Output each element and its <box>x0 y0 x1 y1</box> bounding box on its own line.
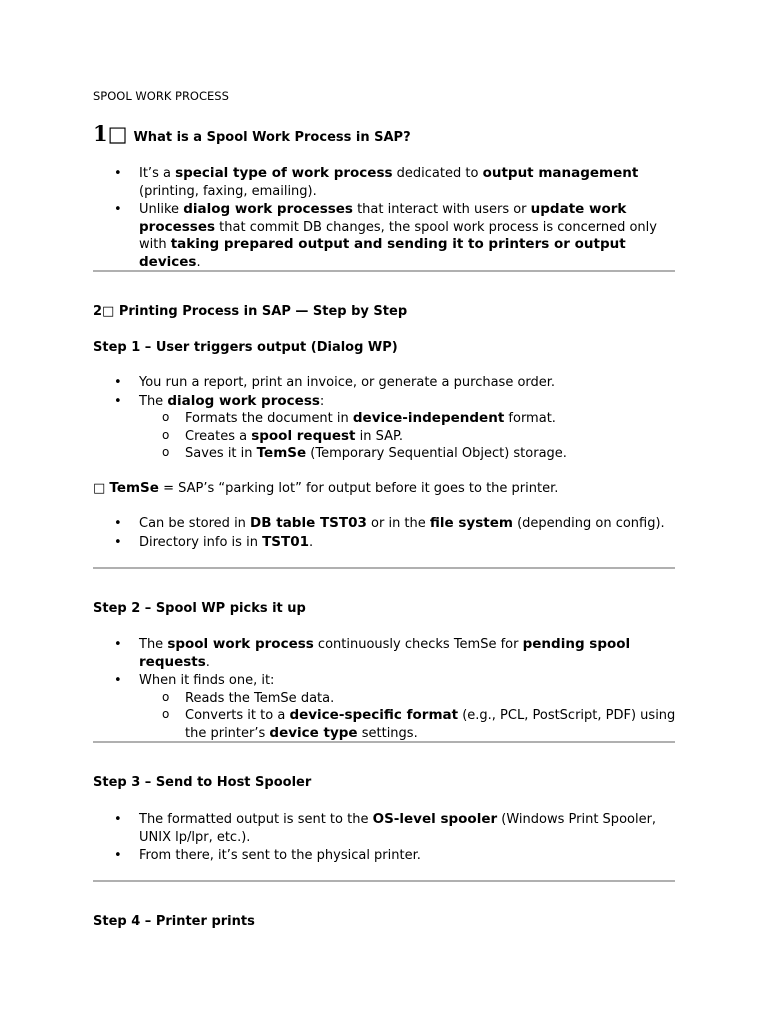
step-4-heading: Step 4 – Printer prints <box>93 914 255 929</box>
step-1-list <box>93 374 683 464</box>
section-1-title: What is a Spool Work Process in SAP? <box>133 130 411 145</box>
text-run: You run a report, print an invoice, or generate a purchase order. <box>139 375 556 390</box>
list-item <box>93 534 683 552</box>
text-run: From there, it’s sent to the physical printer. <box>139 848 421 863</box>
section-number: 1□ <box>93 121 128 146</box>
text-run: = SAP’s “parking lot” for output before it goes to the printer. <box>158 481 559 496</box>
text-run: It’s a <box>139 166 176 181</box>
text-run: settings. <box>357 725 418 741</box>
list-item <box>139 428 683 446</box>
text-run: : <box>319 393 325 409</box>
text-run: The <box>139 393 168 409</box>
bold-text: special type of work process <box>175 165 393 181</box>
list-item <box>93 847 683 865</box>
text-run: dedicated to <box>392 166 483 181</box>
text-run: (Temporary Sequential Object) storage. <box>306 446 567 461</box>
bold-text: spool request <box>251 427 356 444</box>
text-run: Reads the TemSe data. <box>185 690 335 706</box>
text-run: The formatted output is sent to the <box>139 812 373 827</box>
text-run: (Windows Print Spooler, UNIX lp/lpr, etc.). <box>139 812 657 845</box>
list-item <box>93 811 683 846</box>
bold-text: OS-level spooler <box>372 811 498 827</box>
text-run: . <box>196 254 201 270</box>
text-run: in SAP. <box>355 428 403 444</box>
bold-text: pending spool requests <box>139 636 631 670</box>
bold-text: dialog work process <box>167 392 320 409</box>
temse-note-list <box>93 515 683 552</box>
temse-note <box>93 480 683 497</box>
step-1-heading: Step 1 – User triggers output (Dialog WP) <box>93 340 398 355</box>
bold-text: update work processes <box>139 201 627 235</box>
step-2-list <box>93 636 683 743</box>
text-run: . <box>205 654 210 670</box>
text-run: or in the <box>366 516 430 531</box>
divider <box>93 270 675 272</box>
list-item <box>93 515 683 533</box>
bold-text: spool work process <box>167 636 314 652</box>
bold-text: TemSe <box>256 445 307 461</box>
step-3-heading: Step 3 – Send to Host Spooler <box>93 775 312 790</box>
bold-text: device-specific format <box>289 707 459 723</box>
text-run: (e.g., PCL, PostScript, PDF) using the printer’s <box>185 708 676 741</box>
divider <box>93 880 675 882</box>
step-2-heading: Step 2 – Spool WP picks it up <box>93 601 306 616</box>
bold-text: TemSe <box>109 480 159 496</box>
text-run: continuously checks TemSe for <box>313 637 523 652</box>
text-run: Formats the document in <box>185 411 353 426</box>
text-run: that commit DB changes, the spool work process is concerned only with <box>139 219 657 252</box>
list-item <box>93 374 683 392</box>
text-run: format. <box>504 411 556 426</box>
section-2-heading: 2□ Printing Process in SAP — Step by Step <box>93 304 408 319</box>
bold-text: TST01 <box>262 533 309 550</box>
step-3-list <box>93 811 683 866</box>
text-run: that interact with users or <box>352 202 531 217</box>
step-1-sub-list <box>139 410 683 463</box>
text-run: Unlike <box>139 202 184 217</box>
text-run: When it finds one, it: <box>139 673 275 688</box>
text-run: Converts it to a <box>185 708 290 723</box>
section-1-heading <box>93 121 683 146</box>
bold-text: DB table TST03 <box>250 515 367 531</box>
bold-text: dialog work processes <box>183 201 353 217</box>
bold-text: device type <box>269 724 358 741</box>
bold-text: file system <box>429 515 513 531</box>
list-item <box>93 165 683 200</box>
text-run: □ <box>93 481 110 496</box>
list-item <box>93 201 683 271</box>
list-item-text <box>139 394 324 409</box>
text-run: . <box>309 534 314 550</box>
list-item <box>93 393 683 463</box>
text-run: Saves it in <box>185 446 257 461</box>
divider <box>93 741 675 743</box>
list-item <box>93 672 683 742</box>
list-item <box>139 445 683 463</box>
list-item-text <box>139 673 274 688</box>
bold-text: taking prepared output and sending it to printers or output devices <box>139 236 626 270</box>
section-1-list <box>93 165 683 272</box>
bold-text: device-independent <box>352 410 505 426</box>
text-run: Can be stored in <box>139 516 251 531</box>
divider <box>93 567 675 569</box>
step-2-sub-list <box>139 690 683 743</box>
list-item <box>93 636 683 671</box>
bold-text: output management <box>482 165 639 181</box>
list-item <box>139 707 683 742</box>
list-item <box>139 690 683 708</box>
text-run: (printing, faxing, emailing). <box>139 183 317 199</box>
list-item <box>139 410 683 428</box>
text-run: (depending on config). <box>512 516 665 531</box>
text-run: The <box>139 637 168 652</box>
document-title: SPOOL WORK PROCESS <box>93 89 229 103</box>
text-run: Directory info is in <box>139 534 263 550</box>
text-run: Creates a <box>185 428 252 444</box>
